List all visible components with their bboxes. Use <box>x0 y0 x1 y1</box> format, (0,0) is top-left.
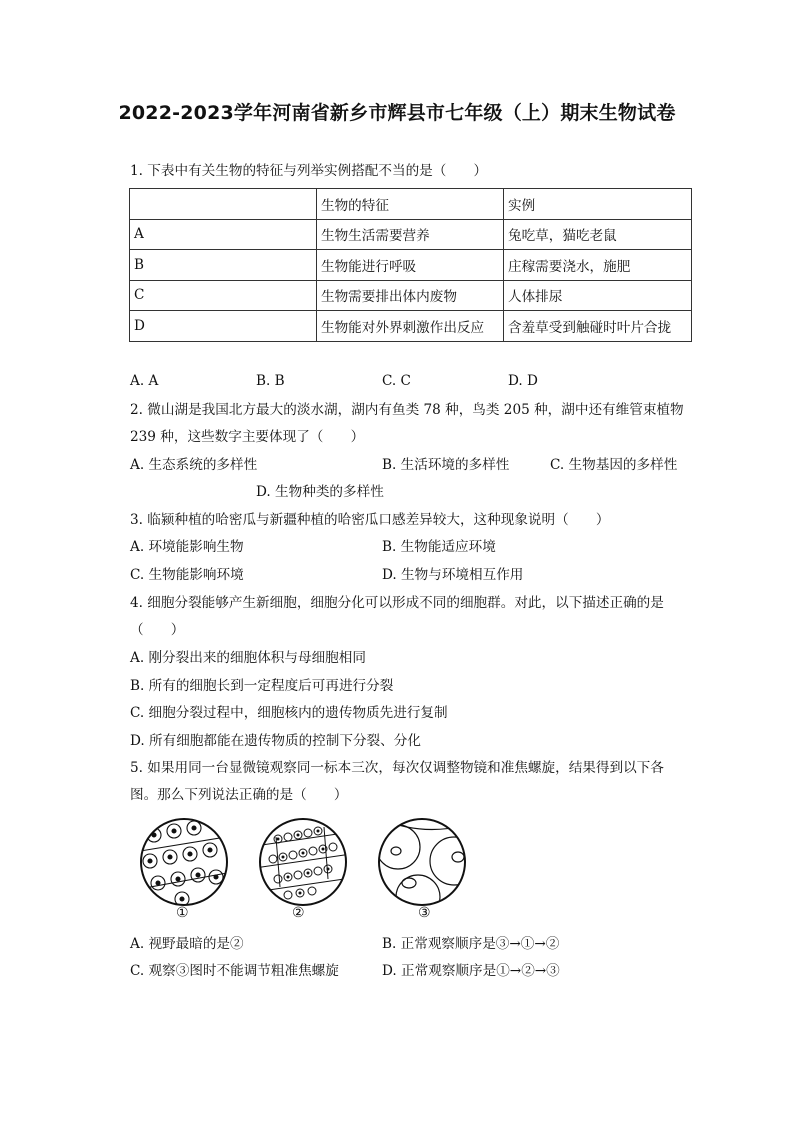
table-cell: 兔吃草，猫吃老鼠 <box>504 219 692 250</box>
q1-option-b[interactable]: B. B <box>256 373 285 389</box>
table-row <box>130 189 692 220</box>
table-header-cell: 实例 <box>504 189 692 220</box>
figure-label-1: ① <box>176 905 189 921</box>
q3-option-d[interactable]: D. 生物与环境相互作用 <box>382 567 524 583</box>
q1-option-d[interactable]: D. D <box>508 373 538 389</box>
exam-title: 2022-2023学年河南省新乡市辉县市七年级（上）期末生物试卷 <box>118 102 676 124</box>
q4-option-c[interactable]: C. 细胞分裂过程中，细胞核内的遗传物质先进行复制 <box>130 705 448 721</box>
q4-stem-line2: （ ） <box>130 622 185 638</box>
figure-label-3: ③ <box>418 905 431 921</box>
q4-option-a[interactable]: A. 刚分裂出来的细胞体积与母细胞相同 <box>130 650 366 666</box>
figure-label-2: ② <box>292 905 305 921</box>
q1-option-c[interactable]: C. C <box>382 373 411 389</box>
q1-option-a[interactable]: A. A <box>130 373 159 389</box>
q5-stem-line1: 5. 如果用同一台显微镜观察同一标本三次，每次仅调整物镜和准焦螺旋，结果得到以下各 <box>130 760 664 776</box>
q2-option-c[interactable]: C. 生物基因的多样性 <box>550 457 678 473</box>
table-cell: 生物能对外界刺激作出反应 <box>317 311 504 342</box>
microscope-view-1 <box>128 819 238 906</box>
q2-option-b[interactable]: B. 生活环境的多样性 <box>382 457 510 473</box>
q3-option-a[interactable]: A. 环境能影响生物 <box>130 539 244 555</box>
q3-option-b[interactable]: B. 生物能适应环境 <box>382 539 496 555</box>
q3-stem: 3. 临颍种植的哈密瓜与新疆种植的哈密瓜口感差异较大，这种现象说明（ ） <box>130 512 610 528</box>
table-cell: 生物能进行呼吸 <box>317 250 504 281</box>
q4-stem-line1: 4. 细胞分裂能够产生新细胞，细胞分化可以形成不同的细胞群。对此，以下描述正确的是 <box>130 595 664 611</box>
table-cell: B <box>130 250 317 281</box>
table-cell: 生物生活需要营养 <box>317 219 504 250</box>
table-header-cell <box>130 189 317 220</box>
q5-option-d[interactable]: D. 正常观察顺序是①→②→③ <box>382 963 560 979</box>
q2-option-d[interactable]: D. 生物种类的多样性 <box>256 484 384 500</box>
table-row <box>130 280 692 311</box>
table-cell: D <box>130 311 317 342</box>
table-header-cell: 生物的特征 <box>317 189 504 220</box>
q3-option-c[interactable]: C. 生物能影响环境 <box>130 567 244 583</box>
q5-option-b[interactable]: B. 正常观察顺序是③→①→② <box>382 936 560 952</box>
q5-option-a[interactable]: A. 视野最暗的是② <box>130 936 244 952</box>
q4-option-d[interactable]: D. 所有细胞都能在遗传物质的控制下分裂、分化 <box>130 733 421 749</box>
table-row <box>130 219 692 250</box>
table-cell: C <box>130 280 317 311</box>
table-row <box>130 250 692 281</box>
q2-stem-line1: 2. 微山湖是我国北方最大的淡水湖，湖内有鱼类 78 种，鸟类 205 种，湖中还有维管束植物 <box>130 402 684 418</box>
microscope-views-figure <box>128 817 488 907</box>
microscope-view-3 <box>376 817 478 907</box>
table-cell: 人体排尿 <box>504 280 692 311</box>
table-cell: A <box>130 219 317 250</box>
microscope-view-2 <box>248 819 358 905</box>
table-row <box>130 311 692 342</box>
table-cell: 庄稼需要浇水，施肥 <box>504 250 692 281</box>
q2-stem-line2: 239 种，这些数字主要体现了（ ） <box>130 429 365 445</box>
table-cell: 生物需要排出体内废物 <box>317 280 504 311</box>
q1-stem: 1. 下表中有关生物的特征与列举实例搭配不当的是（ ） <box>130 163 488 179</box>
q4-option-b[interactable]: B. 所有的细胞长到一定程度后可再进行分裂 <box>130 678 394 694</box>
q5-option-c[interactable]: C. 观察③图时不能调节粗准焦螺旋 <box>130 963 339 979</box>
q5-stem-line2: 图。那么下列说法正确的是（ ） <box>130 787 348 803</box>
table-cell: 含羞草受到触碰时叶片合拢 <box>504 311 692 342</box>
q2-option-a[interactable]: A. 生态系统的多样性 <box>130 457 258 473</box>
q1-table <box>129 188 692 342</box>
